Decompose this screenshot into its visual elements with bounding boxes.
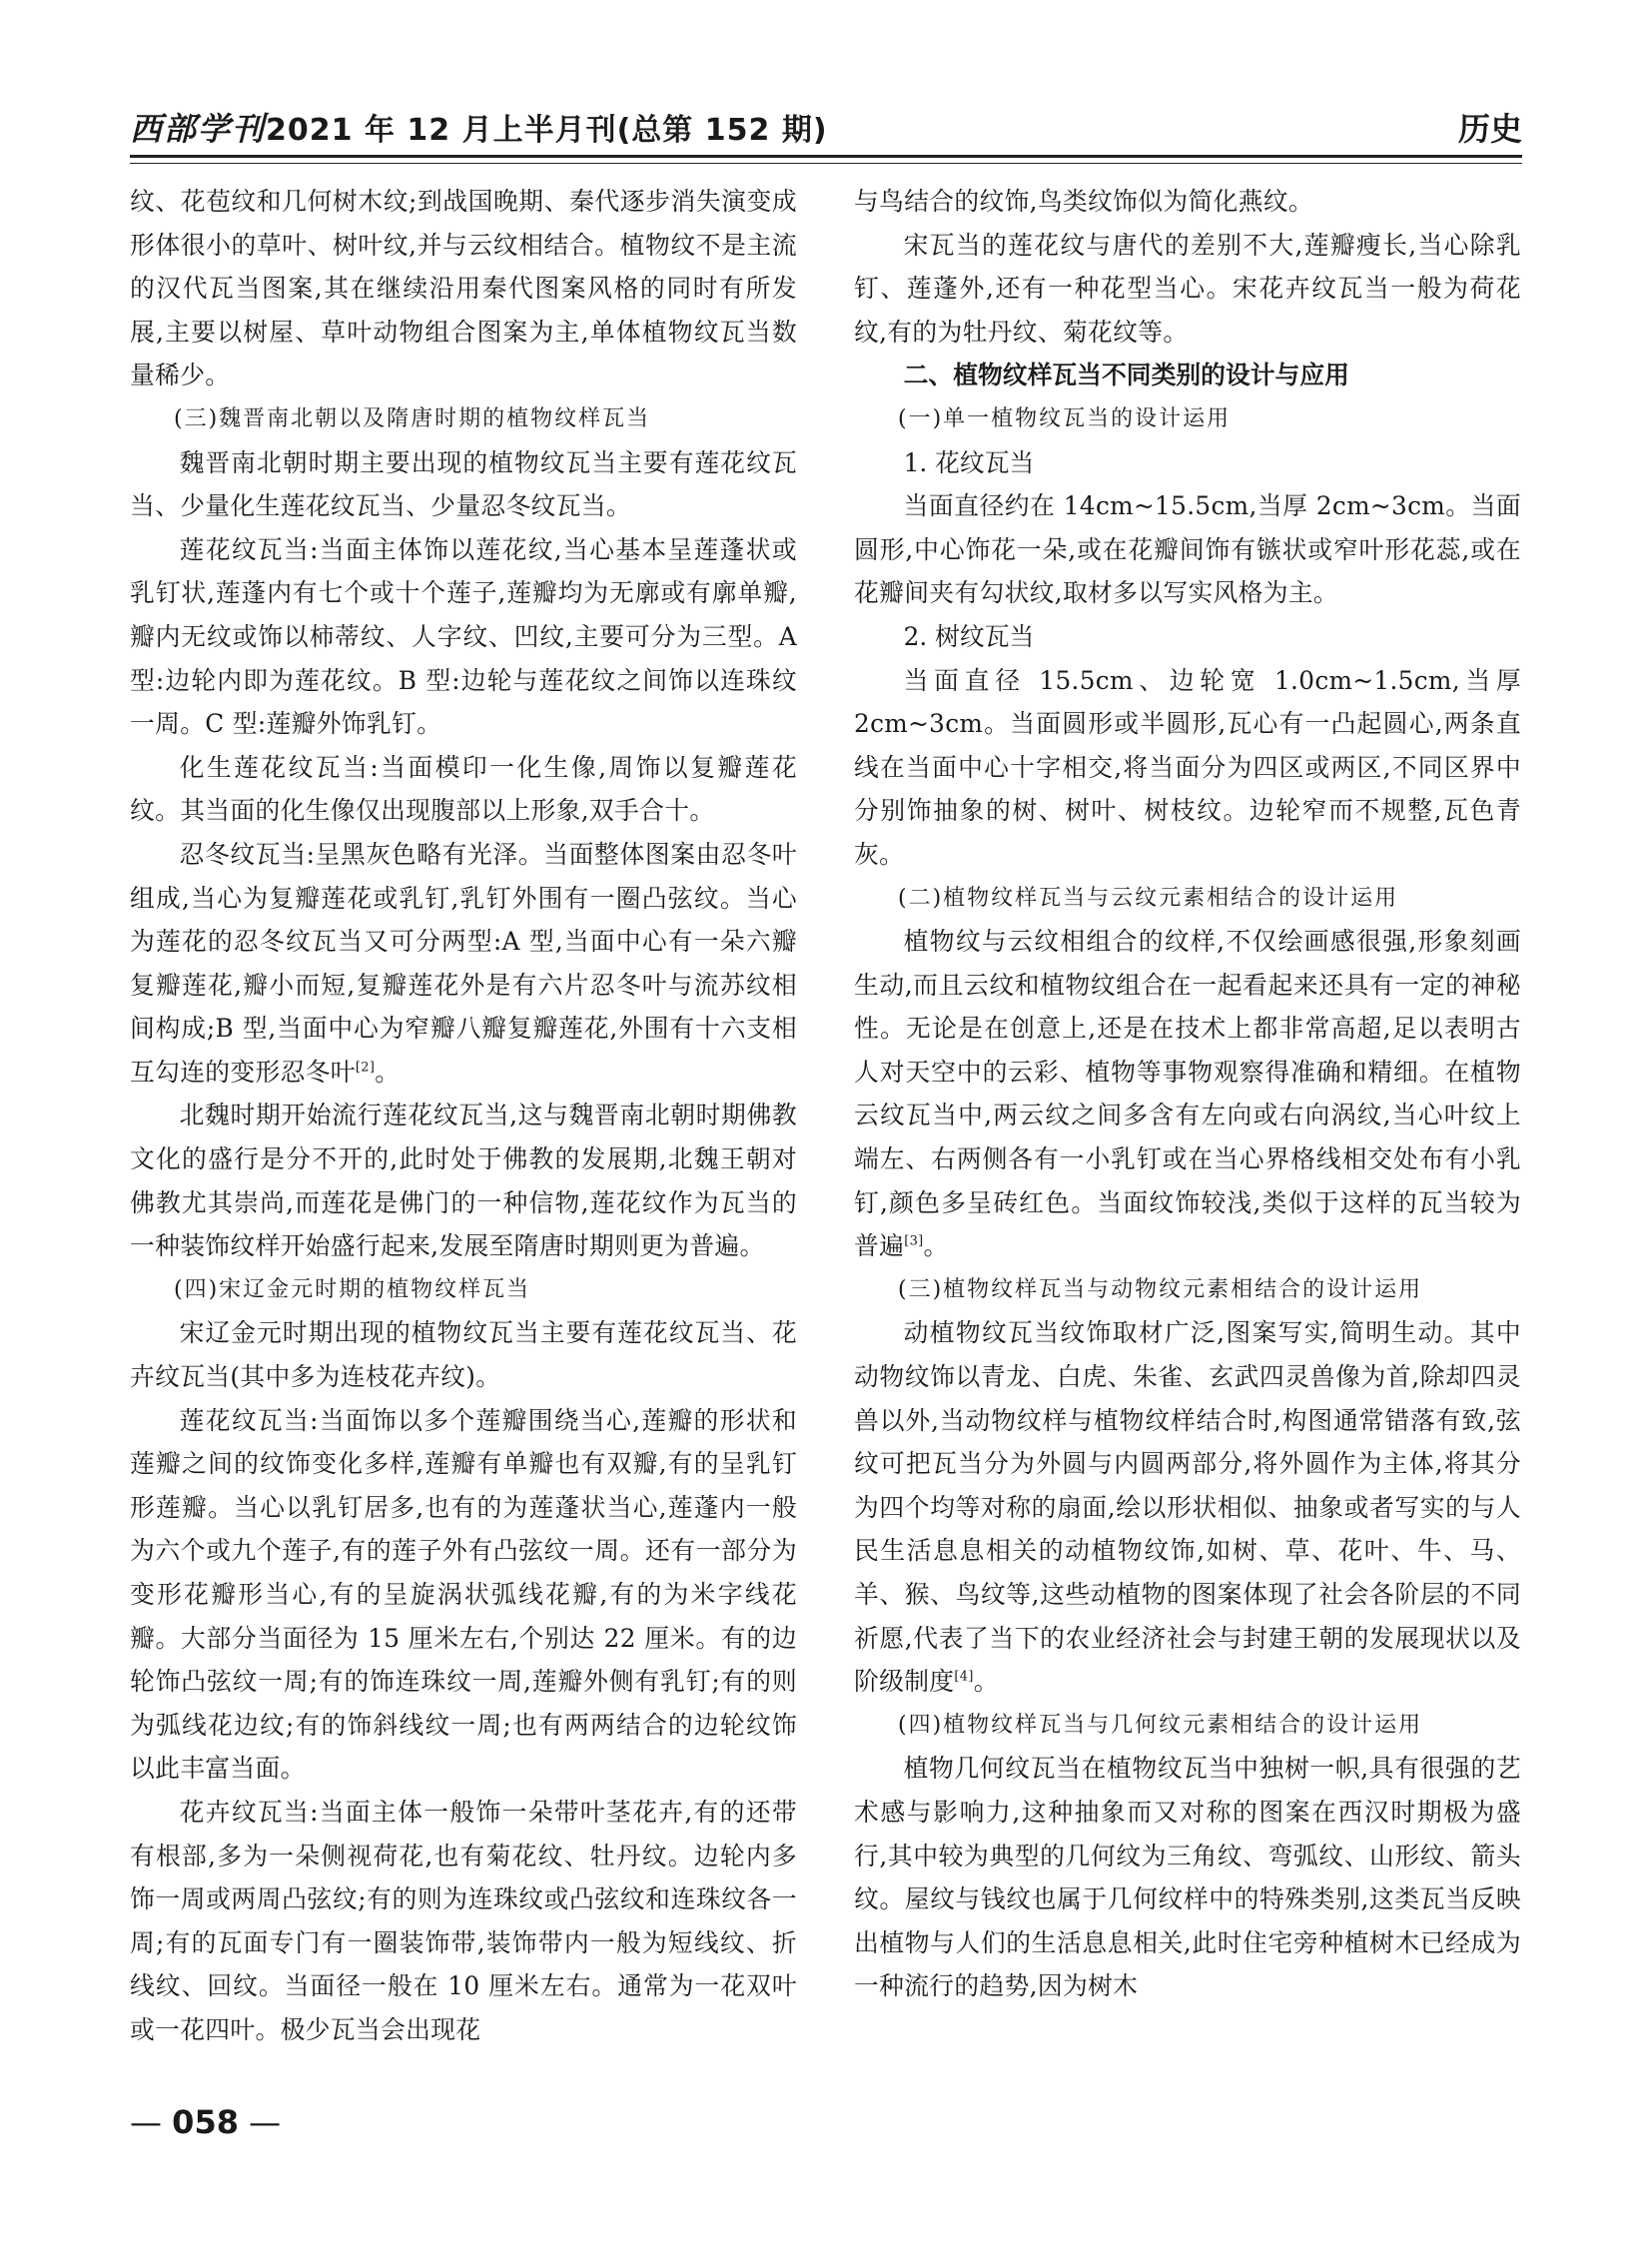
paragraph: 魏晋南北朝时期主要出现的植物纹瓦当主要有莲花纹瓦当、少量化生莲花纹瓦当、少量忍冬纹瓦当。: [130, 447, 797, 521]
citation-ref: [4]: [954, 1669, 974, 1685]
right-column: [854, 180, 1521, 2008]
header-rule-thin: [130, 163, 1522, 164]
item-heading: 1. 花纹瓦当: [903, 447, 1035, 477]
subsection-heading: (四)植物纹样瓦当与几何纹元素相结合的设计运用: [898, 1712, 1423, 1738]
page-number: 058: [172, 2103, 239, 2141]
journal-logo: 西部学刊: [130, 110, 267, 148]
paragraph-end: 。: [973, 1667, 999, 1697]
paragraph: 莲花纹瓦当:当面主体饰以莲花纹,当心基本呈莲蓬状或乳钉状,莲蓬内有七个或十个莲子,莲瓣均为无廓或有廓单瓣,瓣内无纹或饰以柿蒂纹、人字纹、凹纹,主要可分为三型。A 型:边轮内即为莲花纹。B 型:边轮与莲花纹之间饰以连珠纹一周。C 型:莲瓣外饰乳钉。: [130, 534, 797, 739]
paragraph: 宋辽金元时期出现的植物纹瓦当主要有莲花纹瓦当、花卉纹瓦当(其中多为连枝花卉纹)。: [130, 1318, 797, 1392]
paragraph-end: 。: [375, 1057, 401, 1087]
paragraph: 北魏时期开始流行莲花纹瓦当,这与魏晋南北朝时期佛教文化的盛行是分不开的,此时处于佛教的发展期,北魏王朝对佛教尤其崇尚,而莲花是佛门的一种信物,莲花纹作为瓦当的一种装饰纹样开始盛行起来,发展至隋唐时期则更为普遍。: [130, 1101, 797, 1261]
paragraph: [130, 833, 797, 1095]
footer-dash-right: —: [238, 2103, 282, 2141]
subsection-heading: (二)植物纹样瓦当与云纹元素相结合的设计运用: [898, 885, 1399, 911]
item-heading: 2. 树纹瓦当: [903, 621, 1035, 651]
paragraph: 纹、花苞纹和几何树木纹;到战国晚期、秦代逐步消失演变成形体很小的草叶、树叶纹,并与云纹相结合。植物纹不是主流的汉代瓦当图案,其在继续沿用秦代图案风格的同时有所发展,主要以树屋、草叶动物组合图案为主,单体植物纹瓦当数量稀少。: [130, 187, 797, 390]
subsection-heading: (三)植物纹样瓦当与动物纹元素相结合的设计运用: [898, 1276, 1423, 1302]
paragraph: 宋瓦当的莲花纹与唐代的差别不大,莲瓣瘦长,当心除乳钉、莲蓬外,还有一种花型当心。宋花卉纹瓦当一般为荷花纹,有的为牡丹纹、菊花纹等。: [854, 230, 1521, 347]
paragraph: [854, 1311, 1521, 1703]
paragraph-text: 植物纹与云纹相组合的纹样,不仅绘画感很强,形象刻画生动,而且云纹和植物纹组合在一起看起来还具有一定的神秘性。无论是在创意上,还是在技术上都非常高超,足以表明古人对天空中的云彩、植物等事物观察得准确和精细。在植物云纹瓦当中,两云纹之间多含有左向或右向涡纹,当心叶纹上端左、右两侧各有一小乳钉或在当心界格线相交处布有小乳钉,颜色多呈砖红色。当面纹饰较浅,类似于这样的瓦当较为普遍: [854, 927, 1521, 1261]
page-footer: [130, 2103, 281, 2141]
section-heading: 二、植物纹样瓦当不同类别的设计与应用: [903, 361, 1349, 390]
citation-ref: [2]: [355, 1060, 376, 1076]
section-title: 历史: [1457, 110, 1522, 148]
paragraph: [854, 920, 1521, 1268]
citation-ref: [3]: [904, 1233, 924, 1249]
subsection-heading: (三)魏晋南北朝以及隋唐时期的植物纹样瓦当: [174, 405, 651, 431]
issue-info: 2021 年 12 月上半月刊(总第 152 期): [266, 113, 828, 148]
paragraph: 当面直径约在 14cm~15.5cm,当厚 2cm~3cm。当面圆形,中心饰花一朵,或在花瓣间饰有镞状或窄叶形花蕊,或在花瓣间夹有勾状纹,取材多以写实风格为主。: [854, 491, 1521, 608]
footer-dash-left: —: [130, 2103, 173, 2141]
paragraph: 当面直径 15.5cm、边轮宽 1.0cm~1.5cm,当厚 2cm~3cm。当面圆形或半圆形,瓦心有一凸起圆心,两条直线在当面中心十字相交,将当面分为四区或两区,不同区界中分别饰抽象的树、树叶、树枝纹。边轮窄而不规整,瓦色青灰。: [854, 665, 1521, 869]
left-column: [130, 180, 797, 2052]
subsection-heading: (一)单一植物纹瓦当的设计运用: [898, 405, 1232, 431]
journal-masthead: [130, 104, 828, 150]
paragraph: 化生莲花纹瓦当:当面模印一化生像,周饰以复瓣莲花纹。其当面的化生像仅出现腹部以上形象,双手合十。: [130, 752, 797, 826]
paragraph: 莲花纹瓦当:当面饰以多个莲瓣围绕当心,莲瓣的形状和莲瓣之间的纹饰变化多样,莲瓣有单瓣也有双瓣,有的呈乳钉形莲瓣。当心以乳钉居多,也有的为莲蓬状当心,莲蓬内一般为六个或九个莲子,有的莲子外有凸弦纹一周。还有一部分为变形花瓣形当心,有的呈旋涡状弧线花瓣,有的为米字线花瓣。大部分当面径为 15 厘米左右,个别达 22 厘米。有的边轮饰凸弦纹一周;有的饰连珠纹一周,莲瓣外侧有乳钉;有的则为弧线花边纹;有的饰斜线纹一周;也有两两结合的边轮纹饰以此丰富当面。: [130, 1405, 797, 1784]
paragraph: 花卉纹瓦当:当面主体一般饰一朵带叶茎花卉,有的还带有根部,多为一朵侧视荷花,也有菊花纹、牡丹纹。边轮内多饰一周或两周凸弦纹;有的则为连珠纹或凸弦纹和连珠纹各一周;有的瓦面专门有一圈装饰带,装饰带内一般为短线纹、折线纹、回纹。当面径一般在 10 厘米左右。通常为一花双叶或一花四叶。极少瓦当会出现花: [130, 1797, 797, 2044]
page-header: [130, 108, 1522, 158]
header-rule-thick: [130, 155, 1522, 158]
paragraph: 与鸟结合的纹饰,鸟类纹饰似为简化燕纹。: [854, 187, 1313, 216]
subsection-heading: (四)宋辽金元时期的植物纹样瓦当: [174, 1276, 531, 1302]
paragraph-text: 忍冬纹瓦当:呈黑灰色略有光泽。当面整体图案由忍冬叶组成,当心为复瓣莲花或乳钉,乳钉外围有一圈凸弦纹。当心为莲花的忍冬纹瓦当又可分两型:A 型,当面中心有一朵六瓣复瓣莲花,瓣小而短,复瓣莲花外是有六片忍冬叶与流苏纹相间构成;B 型,当面中心为窄瓣八瓣复瓣莲花,外围有十六支相互勾连的变形忍冬叶: [130, 839, 797, 1087]
paragraph: 植物几何纹瓦当在植物纹瓦当中独树一帜,具有很强的艺术感与影响力,这种抽象而又对称的图案在西汉时期极为盛行,其中较为典型的几何纹为三角纹、弯弧纹、山形纹、箭头纹。屋纹与钱纹也属于几何纹样中的特殊类别,这类瓦当反映出植物与人们的生活息息相关,此时住宅旁种植树木已经成为一种流行的趋势,因为树木: [854, 1754, 1521, 2001]
paragraph-text: 动植物纹瓦当纹饰取材广泛,图案写实,简明生动。其中动物纹饰以青龙、白虎、朱雀、玄武四灵兽像为首,除却四灵兽以外,当动物纹样与植物纹样结合时,构图通常错落有致,弦纹可把瓦当分为外圆与内圆两部分,将外圆作为主体,将其分为四个均等对称的扇面,绘以形状相似、抽象或者写实的与人民生活息息相关的动植物纹饰,如树、草、花叶、牛、马、羊、猴、鸟纹等,这些动植物的图案体现了社会各阶层的不同祈愿,代表了当下的农业经济社会与封建王朝的发展现状以及阶级制度: [854, 1318, 1521, 1697]
paragraph-end: 。: [923, 1231, 949, 1261]
